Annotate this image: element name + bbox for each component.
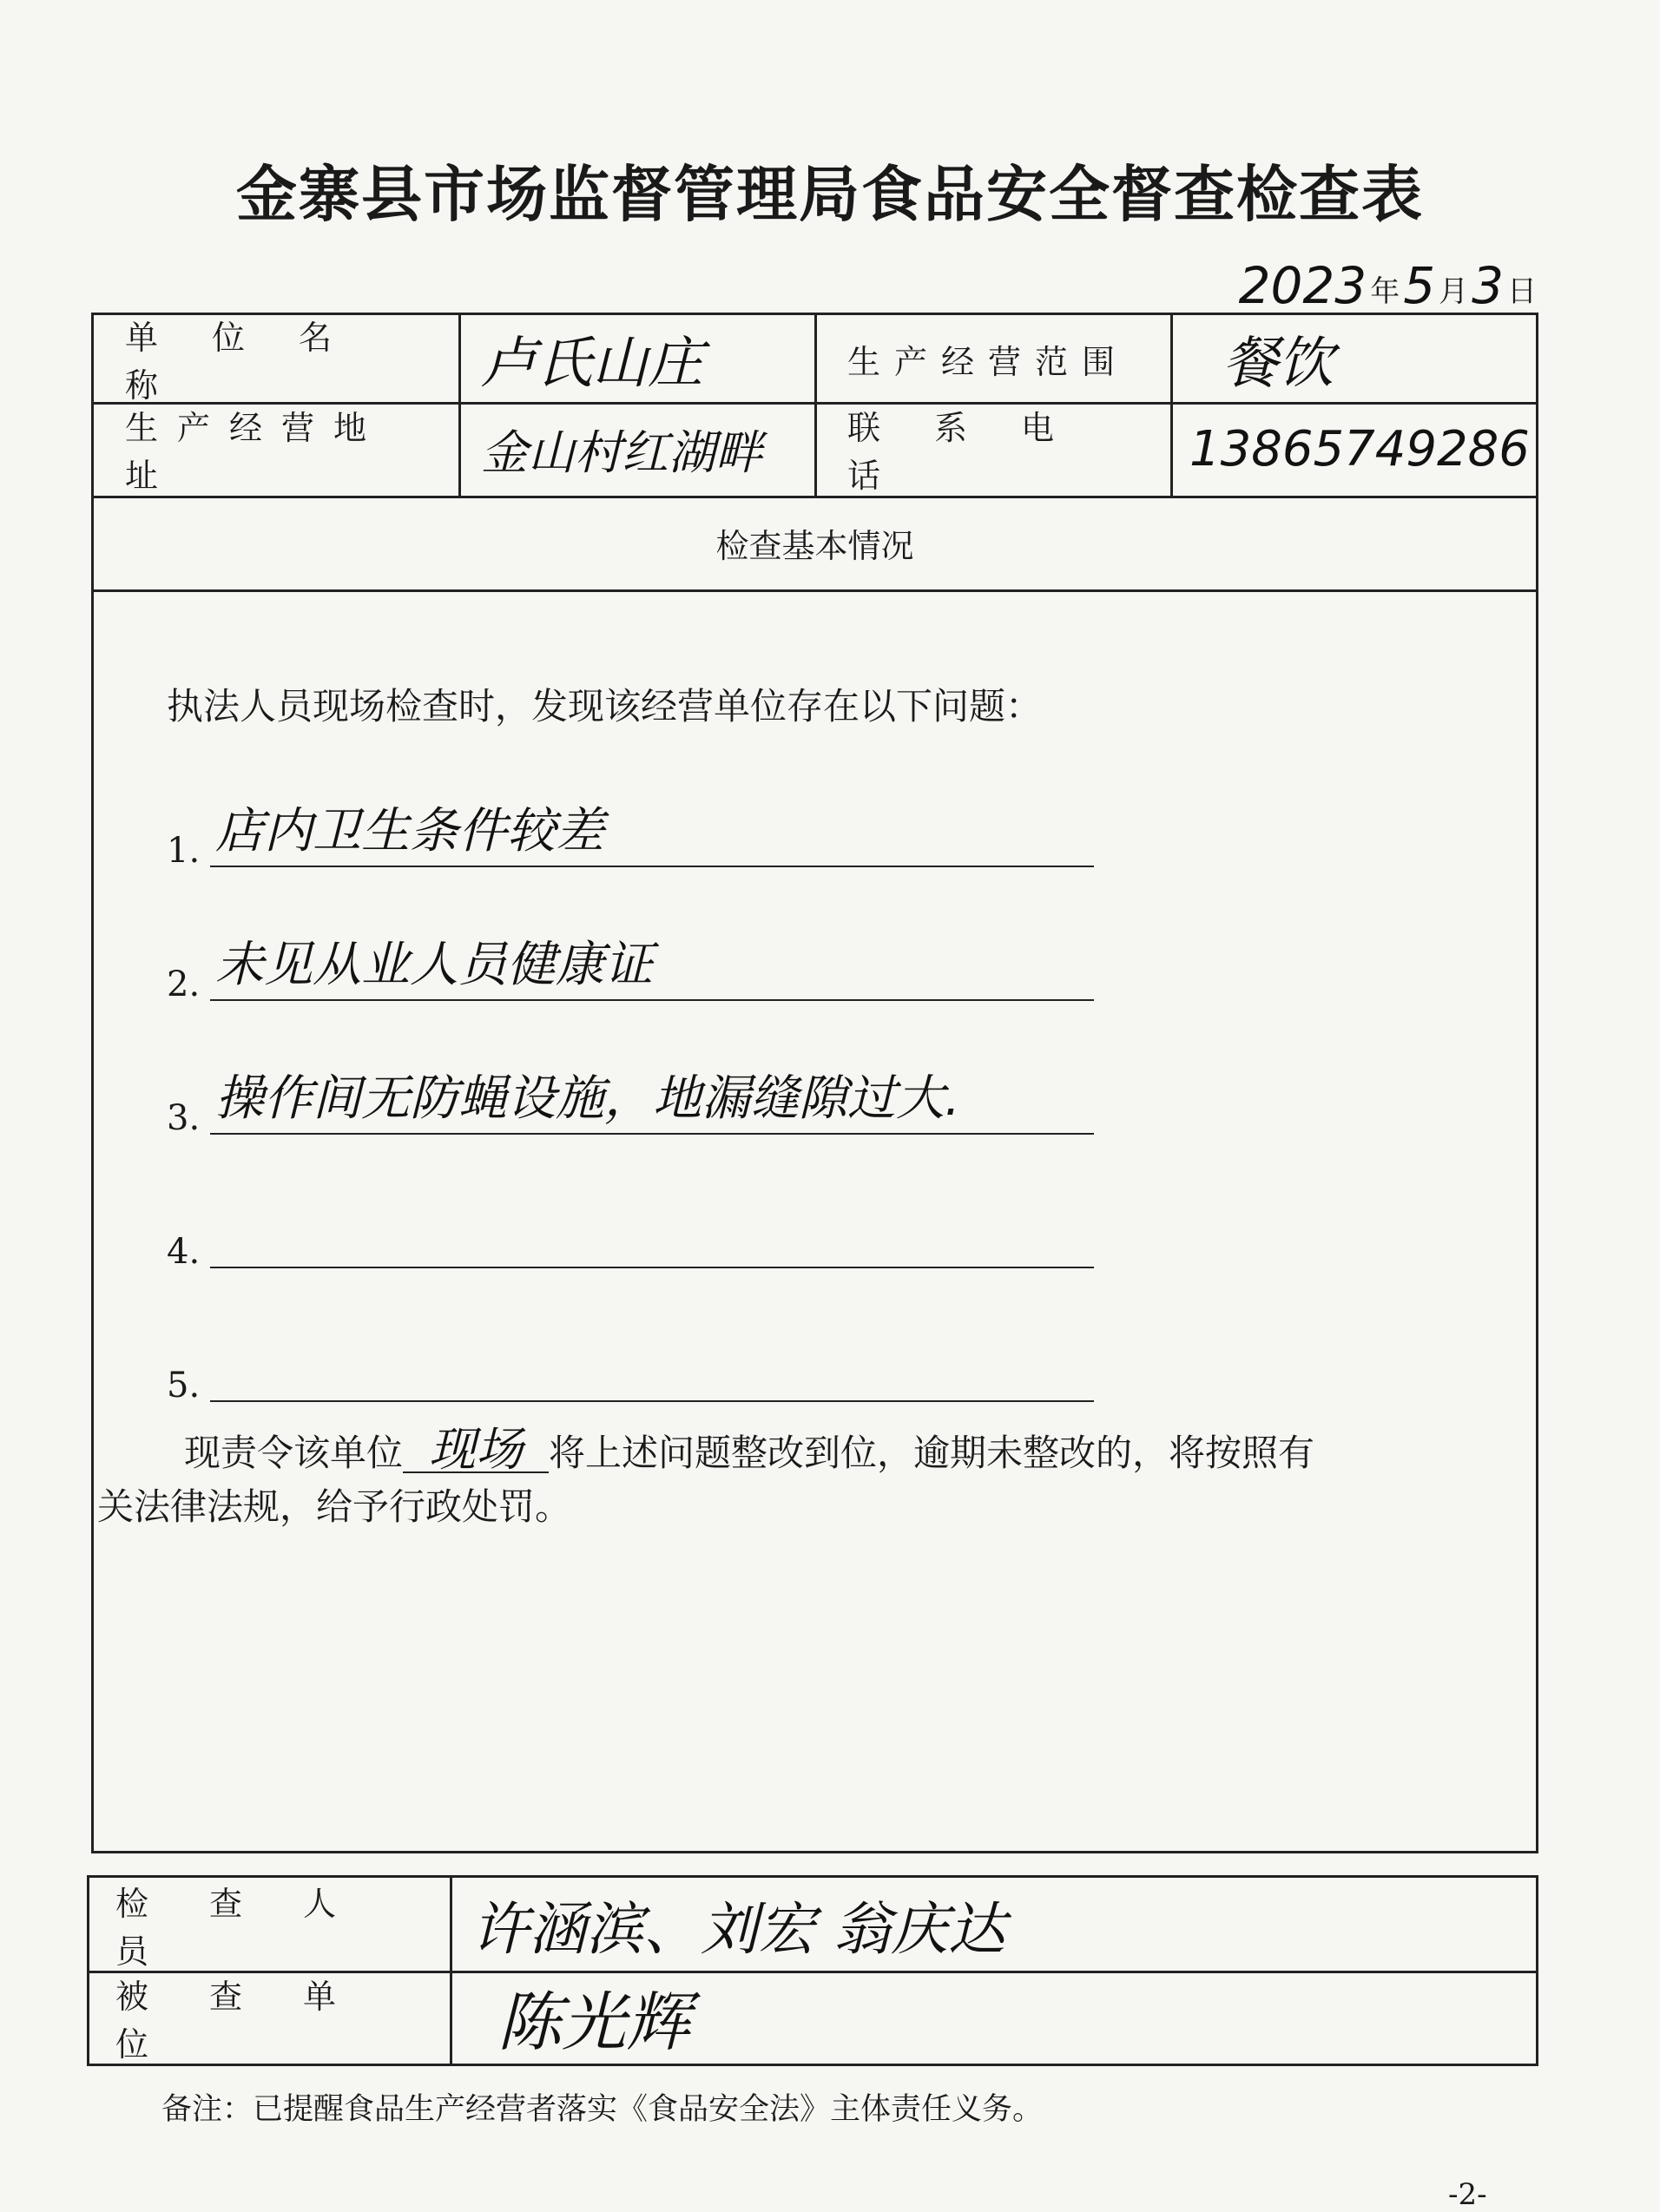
scope-label <box>847 315 1151 402</box>
phone-label-text: 联系电话 <box>847 409 1109 495</box>
issue-underline <box>210 1133 1094 1135</box>
address-value: 金山村红湖畔 <box>481 425 762 480</box>
intro-text: 执法人员现场检查时，发现该经营单位存在以下问题： <box>167 685 1043 727</box>
inspection-form <box>91 313 1538 1853</box>
date-month-unit: 月 <box>1439 273 1469 309</box>
remark-note: 备注：已提醒食品生产经营者落实《食品安全法》主体责任义务。 <box>161 2092 1044 2127</box>
issue-text: 店内卫生条件较差 <box>215 803 604 859</box>
address-label <box>125 402 432 496</box>
column-divider <box>1170 315 1173 496</box>
phone-value: 13865749286 <box>1189 420 1530 477</box>
order-line-2: 关法律法规，给予行政处罚。 <box>97 1485 572 1528</box>
column-divider <box>814 315 817 496</box>
issue-item <box>167 801 1122 871</box>
form-title: 金寨县市场监督管理局食品安全督查检查表 <box>236 158 1424 230</box>
phone-label <box>847 402 1151 496</box>
row-divider <box>94 589 1536 592</box>
issue-text: 未见从业人员健康证 <box>215 937 653 993</box>
column-divider <box>450 1878 452 2064</box>
address-label-text: 生产经营地址 <box>125 409 386 495</box>
date-year: 2023 <box>1238 256 1367 315</box>
inspectors-label-text: 检查人员 <box>115 1884 398 1971</box>
signature-table <box>87 1875 1538 2066</box>
date-day: 3 <box>1472 256 1504 315</box>
inspected-unit-label-text: 被查单位 <box>115 1977 398 2064</box>
section-heading: 检查基本情况 <box>715 526 914 565</box>
date-month: 5 <box>1403 256 1436 315</box>
order-line-1 <box>94 1422 1518 1480</box>
issue-underline <box>210 999 1094 1001</box>
column-divider <box>458 315 461 496</box>
issue-underline <box>210 1267 1094 1268</box>
issue-number: 2. <box>167 964 201 1004</box>
issue-underline <box>210 866 1094 867</box>
issue-item <box>167 1202 1122 1272</box>
page-number: -2- <box>1448 2177 1487 2212</box>
inspectors-signature: 许涵滨、刘宏 翁庆达 <box>471 1896 1005 1963</box>
issue-underline <box>210 1400 1094 1402</box>
date-field <box>1238 256 1537 315</box>
issue-item <box>167 1336 1122 1406</box>
issue-item <box>167 1069 1122 1138</box>
unit-name-label <box>125 315 432 405</box>
rectification-order <box>94 1422 1518 1534</box>
issue-number: 4. <box>167 1232 201 1272</box>
order-deadline: 现场 <box>403 1428 549 1473</box>
scope-label-text: 生产经营范围 <box>847 342 1130 381</box>
issue-number: 5. <box>167 1366 201 1406</box>
issue-text: 操作间无防蝇设施，地漏缝隙过大. <box>215 1070 960 1127</box>
date-year-unit: 年 <box>1370 273 1400 309</box>
date-day-unit: 日 <box>1507 273 1537 309</box>
inspected-unit-label <box>115 1971 415 2064</box>
order-suffix: 将上述问题整改到位，逾期未整改的，将按照有 <box>549 1432 1315 1474</box>
scope-value: 餐饮 <box>1222 332 1334 396</box>
inspected-unit-signature: 陈光辉 <box>497 1985 690 2060</box>
order-prefix: 现责令该单位 <box>184 1432 404 1474</box>
issue-item <box>167 935 1122 1004</box>
unit-name-value: 卢氏山庄 <box>481 332 703 396</box>
inspectors-label <box>115 1878 415 1971</box>
issue-number: 1. <box>167 831 201 871</box>
issue-number: 3. <box>167 1098 201 1138</box>
unit-name-label-text: 单位名称 <box>125 319 386 405</box>
